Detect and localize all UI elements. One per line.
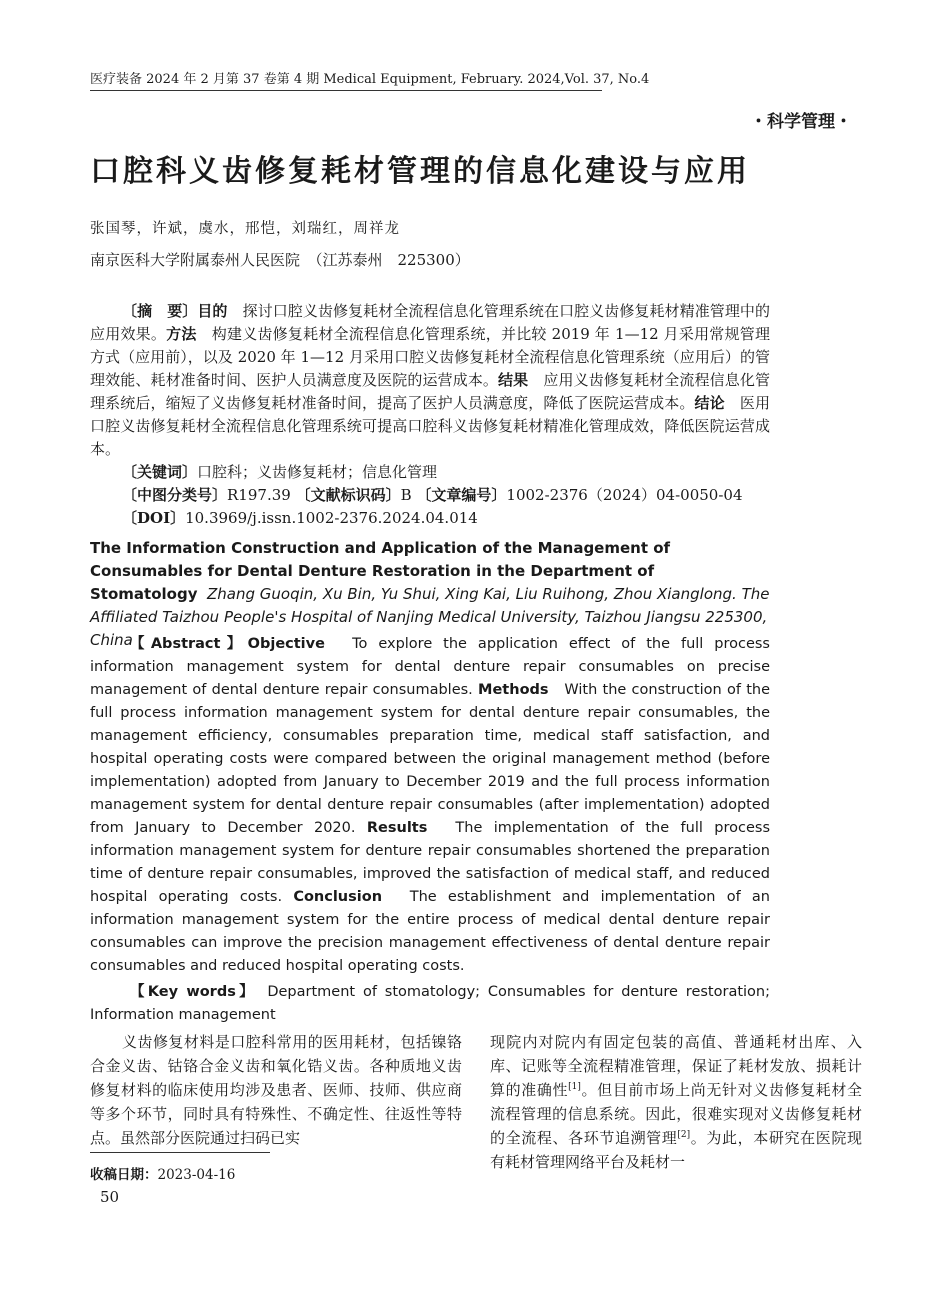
body-column-right (490, 1030, 862, 1174)
conclusion-label: 结论 (694, 394, 725, 412)
body-paragraph-continued (490, 1030, 862, 1174)
doi-line (90, 507, 770, 530)
footnote-divider (90, 1152, 270, 1153)
authors: 张国琴，许斌，虞水，邢恺，刘瑞红，周祥龙 (90, 221, 400, 237)
conclusion-en-text: The establishment and implementation of an information management system for the entire process of medical dental denture repair consumables can improve the precision management effectiveness of dental denture repair consumables and reduced hospital operating costs. (90, 889, 770, 974)
keywords-en (90, 981, 770, 1027)
objective-text: 探讨口腔义齿修复耗材全流程信息化管理系统在口腔义齿修复耗材精准管理中的应用效果。 (90, 302, 770, 343)
body-column-left (90, 1030, 462, 1150)
received-label: 收稿日期： (90, 1167, 158, 1183)
keywords-en-paragraph (90, 981, 770, 1027)
conclusion-text: 医用口腔义齿修复耗材全流程信息化管理系统可提高口腔科义齿修复耗材精准化管理成效，降低医院运营成本。 (90, 394, 770, 458)
results-label: 结果 (498, 371, 529, 389)
results-en-text: The implementation of the full process information management system for denture repair consumables shortened the preparation time of denture repair consumables, improved the satisfaction of medical staff, and reduced hospital operating costs. (90, 820, 770, 905)
affiliation: 南京医科大学附属泰州人民医院 （江苏泰州 225300） (90, 251, 470, 269)
results-en-label: Results (366, 820, 428, 836)
running-head: 医疗装备 2024 年 2 月第 37 卷第 4 期 Medical Equipment, February. 2024,Vol. 37, No.4 (90, 72, 650, 87)
doi-value: 10.3969/j.issn.1002-2376.2024.04.014 (185, 509, 478, 527)
keywords-text: 口腔科；义齿修复耗材；信息化管理 (197, 463, 438, 481)
abstract-cn-paragraph (90, 300, 770, 461)
body-text-part: 。为此，本研究在医院现有耗材管理网络平台及耗材一 (490, 1129, 862, 1171)
english-authors: Zhang Guoqin, Xu Bin, Yu Shui, Xing Kai, Liu Ruihong, Zhou Xianglong. The Affiliated Taizhou People's Hospital of Nanjing Medical University, Taizhou Jiangsu 225300, China (90, 585, 770, 649)
objective-en-text: To explore the application effect of the full process information management system for dental denture repair consumables on precise management of dental denture repair consumables. (90, 636, 770, 698)
methods-en-label: Methods (478, 682, 549, 698)
keywords-label: 〔关键词〕 (122, 463, 198, 481)
received-date (90, 1163, 235, 1183)
keywords-en-label: 【Key words】 (130, 984, 250, 1000)
header-divider (90, 90, 602, 91)
classification-line (90, 484, 770, 507)
results-text: 应用义齿修复耗材全流程信息化管理系统后，缩短了义齿修复耗材准备时间，提高了医护人员满意度，降低了医院运营成本。 (90, 371, 770, 412)
section-label: ・科学管理・ (750, 112, 852, 132)
objective-label: 目的 (197, 302, 228, 320)
clc-value: R197.39 (227, 486, 291, 504)
doi-label: 〔DOI〕 (122, 509, 186, 527)
clc-label: 〔中图分类号〕 (122, 486, 228, 504)
abstract-cn (90, 300, 770, 530)
methods-en-text: With the construction of the full process information management system for dental denture repair consumables, the management efficiency, consumables preparation time, medical staff satisfaction, and hospital operating costs were compared between the original management method (before implementation) adopted from January to December 2019 and the full process information management system for dental denture repair consumables (after implementation) adopted from January to December 2020. (90, 682, 770, 836)
methods-label: 方法 (166, 325, 197, 343)
methods-text: 构建义齿修复耗材全流程信息化管理系统，并比较 2019 年 1—12 月采用常规管理方式（应用前），以及 2020 年 1—12 月采用口腔义齿修复耗材全流程信息化管理系统（应用后）的管理效能、耗材准备时间、医护人员满意度及医院的运营成本。 (90, 325, 770, 389)
article-title: 口腔科义齿修复耗材管理的信息化建设与应用 (90, 154, 750, 189)
body-text-part: 。但目前市场上尚无针对义齿修复耗材全流程管理的信息系统。因此，很难实现对义齿修复耗材的全流程、各环节追溯管理 (490, 1081, 862, 1147)
article-no-label: 〔文章编号〕 (416, 486, 507, 504)
keywords-en-text: Department of stomatology; Consumables for denture restoration; Information management (90, 984, 770, 1023)
conclusion-en-label: Conclusion (293, 889, 383, 905)
doc-code-value: B (400, 486, 412, 504)
citation-ref[interactable]: [2] (677, 1130, 691, 1140)
objective-en-label: Objective (247, 636, 325, 652)
body-text-part: 现院内对院内有固定包装的高值、普通耗材出库、入库、记账等全流程精准管理，保证了耗材发放、损耗计算的准确性 (490, 1033, 862, 1099)
keywords-line (90, 461, 770, 484)
received-value: 2023-04-16 (157, 1167, 236, 1183)
abstract-en-paragraph (90, 633, 770, 978)
english-title: The Information Construction and Application of the Management of Consumables for Dental Denture Restoration in the Department of Stomatology (90, 539, 671, 603)
abstract-label: 〔摘 要〕 (122, 302, 198, 320)
citation-ref[interactable]: [1] (568, 1082, 581, 1092)
doc-code-label: 〔文献标识码〕 (295, 486, 401, 504)
article-no-value: 1002-2376（2024）04-0050-04 (506, 486, 743, 504)
page-number: 50 (100, 1188, 120, 1206)
abstract-en-label: 【Abstract】 (130, 636, 248, 652)
abstract-en (90, 633, 770, 978)
body-paragraph: 义齿修复材料是口腔科常用的医用耗材，包括镍铬合金义齿、钴铬合金义齿和氧化锆义齿。各种质地义齿修复材料的临床使用均涉及患者、医师、技师、供应商等多个环节，同时具有特殊性、不确定性、往返性等特点。虽然部分医院通过扫码已实 (90, 1033, 462, 1147)
